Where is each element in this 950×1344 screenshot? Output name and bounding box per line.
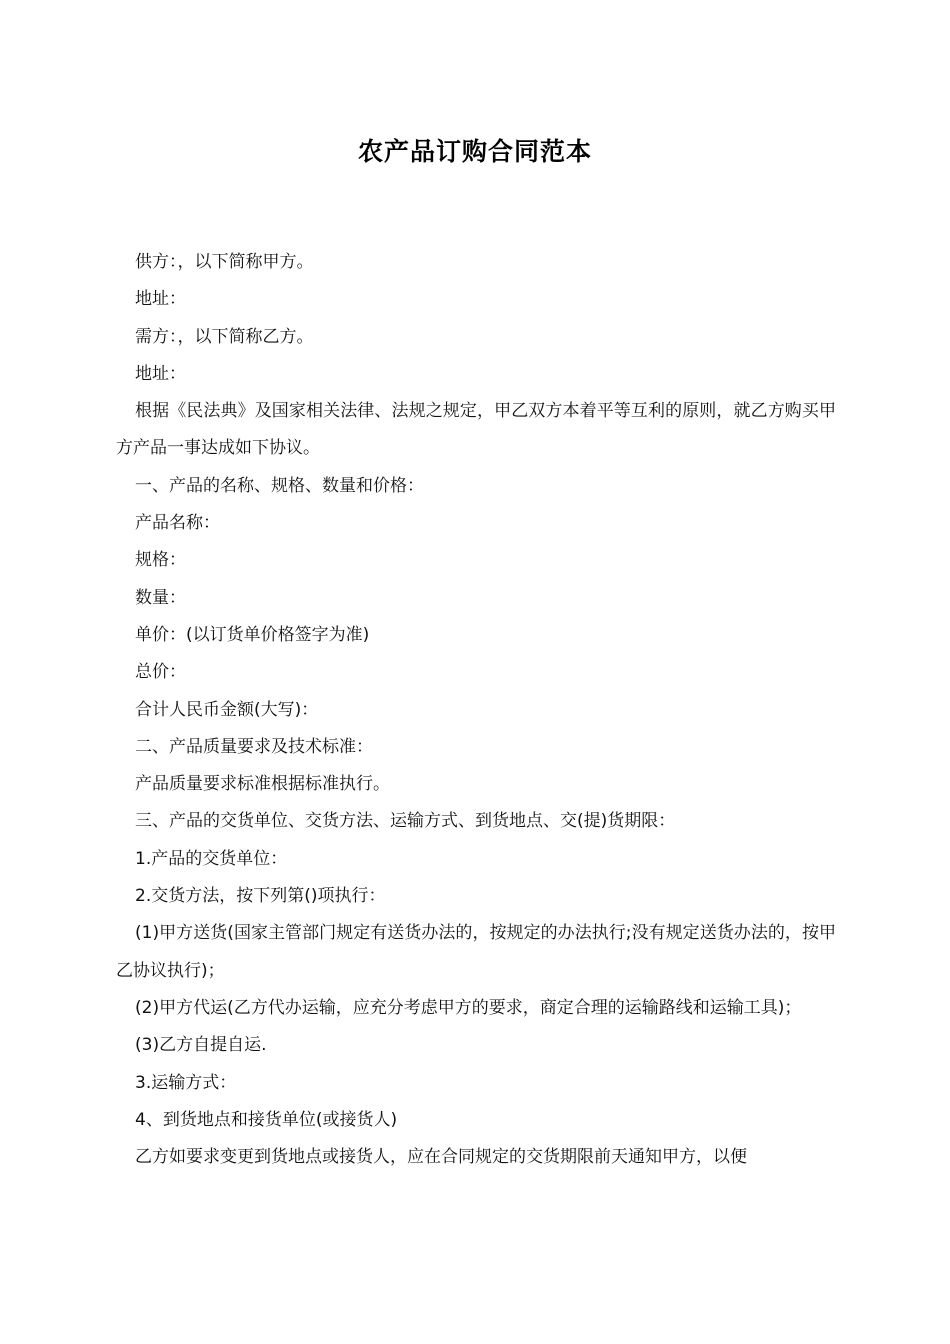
- paragraph-specification: 规格：: [135, 550, 186, 571]
- document-title: 农产品订购合同范本: [357, 137, 592, 166]
- paragraph-delivery-method: 2.交货方法，按下列第()项执行：: [135, 886, 386, 907]
- paragraph-total-price: 总价：: [135, 662, 186, 683]
- paragraph-destination: 4、到货地点和接货单位(或接货人): [135, 1109, 398, 1130]
- paragraph-supplier-address: 地址：: [135, 289, 186, 310]
- section-heading-3: 三、产品的交货单位、交货方法、运输方式、到货地点、交(提)货期限：: [135, 811, 676, 832]
- paragraph-product-name: 产品名称：: [135, 513, 220, 534]
- section-heading-2: 二、产品质量要求及技术标准：: [135, 736, 373, 757]
- paragraph-quantity: 数量：: [135, 587, 186, 608]
- paragraph-delivery-unit: 1.产品的交货单位：: [135, 848, 288, 869]
- paragraph-change-notice: 乙方如要求变更到货地点或接货人，应在合同规定的交货期限前天通知甲方，以便: [135, 1147, 747, 1168]
- paragraph-buyer: 需方：，以下简称乙方。: [135, 326, 314, 347]
- paragraph-option-3: (3)乙方自提自运.: [135, 1035, 267, 1056]
- document-body: [116, 244, 836, 1176]
- paragraph-option-2: (2)甲方代运(乙方代办运输，应充分考虑甲方的要求，商定合理的运输路线和运输工具)；: [135, 997, 802, 1018]
- paragraph-preamble: 根据《民法典》及国家相关法律、法规之规定，甲乙双方本着平等互利的原则，就乙方购买甲方产品一事达成如下协议。: [116, 401, 836, 459]
- paragraph-transport-mode: 3.运输方式：: [135, 1072, 237, 1093]
- paragraph-unit-price: 单价：(以订货单价格签字为准): [135, 624, 370, 645]
- paragraph-quality-standard: 产品质量要求标准根据标准执行。: [135, 774, 390, 795]
- paragraph-total-amount: 合计人民币金额(大写)：: [135, 699, 319, 720]
- paragraph-supplier: 供方：，以下简称甲方。: [135, 252, 314, 272]
- paragraph-option-1: (1)甲方送货(国家主管部门规定有送货办法的，按规定的办法执行;没有规定送货办法的，按甲乙协议执行)；: [116, 923, 836, 981]
- section-heading-1: 一、产品的名称、规格、数量和价格：: [135, 475, 424, 496]
- paragraph-buyer-address: 地址：: [135, 363, 186, 384]
